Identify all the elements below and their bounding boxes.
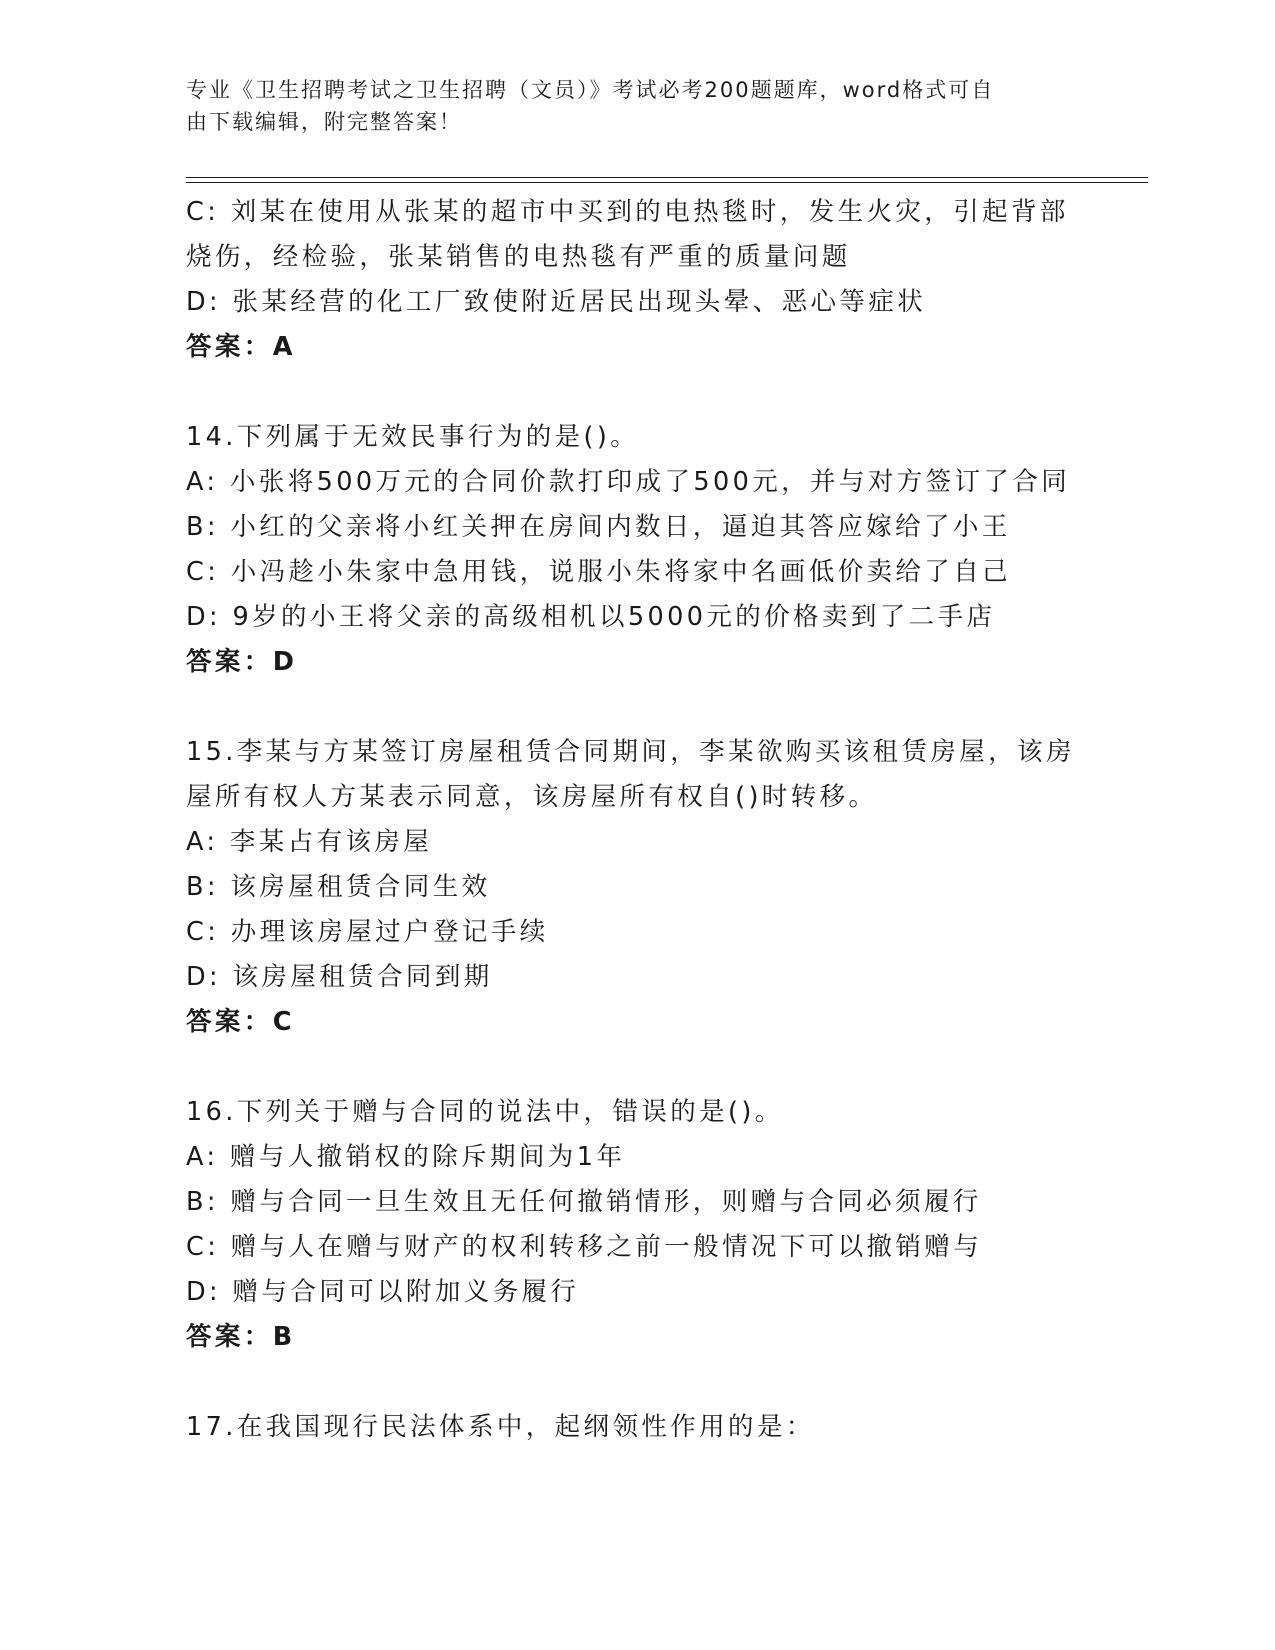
question-stem: 14.下列属于无效民事行为的是()。 [186,422,640,452]
option-a: A: 李某占有该房屋 [186,827,433,857]
question-15 [186,730,1086,1045]
option-d: D: 张某经营的化工厂致使附近居民出现头晕、恶心等症状 [186,287,927,317]
option-c-continued: 烧伤，经检验，张某销售的电热毯有严重的质量问题 [186,242,851,272]
option-c: C: 刘某在使用从张某的超市中买到的电热毯时，发生火灾，引起背部 [186,197,1069,227]
option-b: B: 该房屋租赁合同生效 [186,872,491,902]
question-13-continued [186,190,1086,370]
answer-label: 答案：C [186,1007,295,1037]
option-a: A: 赠与人撤销权的除斥期间为1年 [186,1142,626,1172]
question-stem: 15.李某与方某签订房屋租赁合同期间，李某欲购买该租赁房屋，该房 [186,737,1075,767]
option-d: D: 9岁的小王将父亲的高级相机以5000元的价格卖到了二手店 [186,602,996,632]
question-17 [186,1405,1086,1450]
option-b: B: 小红的父亲将小红关押在房间内数日，逼迫其答应嫁给了小王 [186,512,1011,542]
question-16 [186,1090,1086,1360]
answer-label: 答案：D [186,647,298,677]
question-stem: 17.在我国现行民法体系中，起纲领性作用的是： [186,1412,815,1442]
option-c: C: 赠与人在赠与财产的权利转移之前一般情况下可以撤销赠与 [186,1232,983,1262]
document-header [186,74,1066,138]
question-content [186,190,1086,1450]
question-stem: 16.下列关于赠与合同的说法中，错误的是()。 [186,1097,784,1127]
answer-label: 答案：B [186,1322,296,1352]
answer-label: 答案：A [186,332,296,362]
header-title-line-1: 专业《卫生招聘考试之卫生招聘（文员）》考试必考200题题库，word格式可自 [186,78,995,102]
option-d: D: 该房屋租赁合同到期 [186,962,493,992]
question-14 [186,415,1086,685]
question-stem-continued: 屋所有权人方某表示同意，该房屋所有权自()时转移。 [186,782,878,812]
option-a: A: 小张将500万元的合同价款打印成了500元，并与对方签订了合同 [186,467,1071,497]
header-divider-top [186,177,1148,178]
option-d: D: 赠与合同可以附加义务履行 [186,1277,580,1307]
header-divider-bottom [186,182,1148,183]
option-c: C: 小冯趁小朱家中急用钱，说服小朱将家中名画低价卖给了自己 [186,557,1012,587]
option-b: B: 赠与合同一旦生效且无任何撤销情形，则赠与合同必须履行 [186,1187,982,1217]
option-c: C: 办理该房屋过户登记手续 [186,917,549,947]
header-title-line-2: 由下载编辑，附完整答案！ [186,110,462,134]
